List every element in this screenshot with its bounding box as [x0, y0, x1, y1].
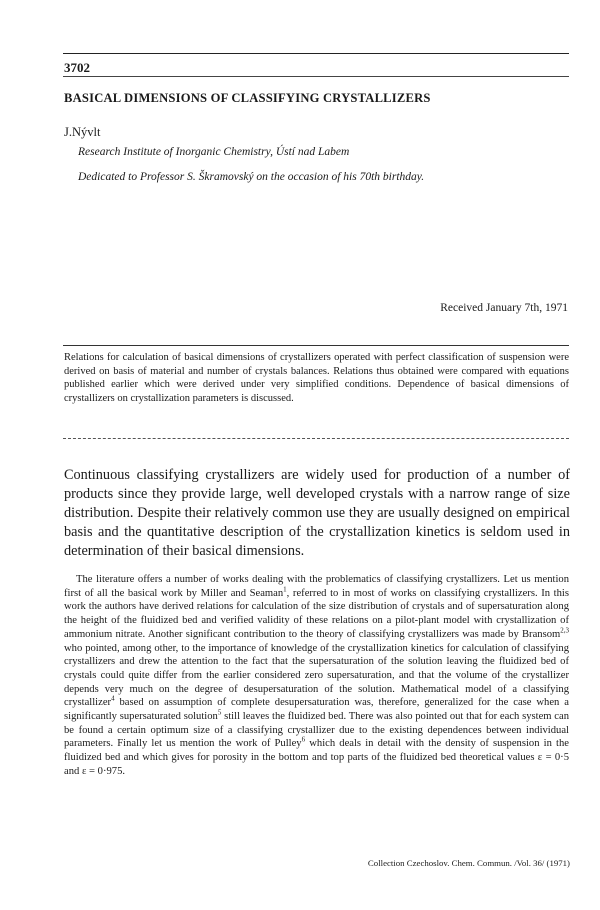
- author-name: J.Nývlt: [64, 125, 101, 139]
- abstract-bottom-rule: [63, 438, 569, 439]
- body-text: which deals in detail with the density of suspension in the fluidized bed and which gives for porosity in the bottom and top parts of the fluidized bed theoretical values ε = 0·5 and ε = 0·975.: [64, 738, 569, 777]
- journal-footer: Collection Czechoslov. Chem. Commun. /Vol. 36/ (1971): [367, 858, 570, 868]
- abstract: Relations for calculation of basical dimensions of crystallizers operated with perfect classification of suspension were derived on basis of material and number of crystals balances. Relations thus obtained were compared with equations published earlier which were derived under very simplified conditions. Dependence of basical dimensions of crystallizers on crystallization parameters is discussed.: [64, 352, 569, 404]
- dedication: Dedicated to Professor S. Škramovský on the occasion of his 70th birthday.: [78, 171, 425, 183]
- body-text: still leaves the fluidized bed. There was also pointed out that for each system can be found a certain optimum size of a classifying crystallizer due to the existing dependences between individual parameters. Finally let us mention the work of Pulley: [64, 711, 569, 750]
- body-text: , referred to in most of works on classifying crystallizers. In this work the authors have derived relations for calculation of the size distribution of crystals and of supersaturation along the height of the fluidized bed and verified validity of these relations on a pilot-plant model with crystallization of ammonium nitrate. Another significant contribution to the theory of classifying crystallizers was made by Bransom: [64, 587, 569, 640]
- header-rule: [63, 53, 569, 54]
- body-paragraph: [64, 573, 569, 779]
- header-rule-lower: [63, 76, 569, 77]
- author-affiliation: Research Institute of Inorganic Chemistry, Ústí nad Labem: [78, 146, 350, 158]
- body-text: The literature offers a number of works dealing with the problematics of classifying crystallizers. Let us mention first of all the basical work by Miller and Seaman: [64, 574, 569, 599]
- lead-paragraph: Continuous classifying crystallizers are widely used for production of a number of products since they provide large, well developed crystals with a narrow range of size distribution. Despite their relatively common use they are usually designed on empirical basis and the quantitative description of the crystallization kinetics is seldom used in determination of their basical dimensions.: [64, 467, 570, 560]
- body-text: based on assumption of complete desupersaturation was, therefore, generalized for the case when a significantly supersaturated solution: [64, 697, 569, 723]
- article-title: BASICAL DIMENSIONS OF CLASSIFYING CRYSTALLIZERS: [64, 91, 431, 105]
- citation: 6: [301, 735, 306, 744]
- page-number: 3702: [64, 60, 90, 75]
- citation: 4: [111, 694, 115, 703]
- abstract-top-rule: [63, 345, 569, 346]
- body-text: who pointed, among other, to the importance of knowledge of the crystallization kinetics for calculation of classifying crystallizers and drew the attention to the fact that the supersaturation of the solution leaving the fluidized bed of crystals could quite differ from the earlier considered zero supersaturation, and that the volume of the crystallizer depends very much on the degree of desupersaturation of the solution. Mathematical model of a classifying crystallizer: [64, 642, 569, 709]
- citation: 5: [217, 708, 222, 717]
- received-date: Received January 7th, 1971: [440, 302, 568, 314]
- citation: 1: [283, 585, 287, 594]
- citation: 2,3: [560, 626, 569, 635]
